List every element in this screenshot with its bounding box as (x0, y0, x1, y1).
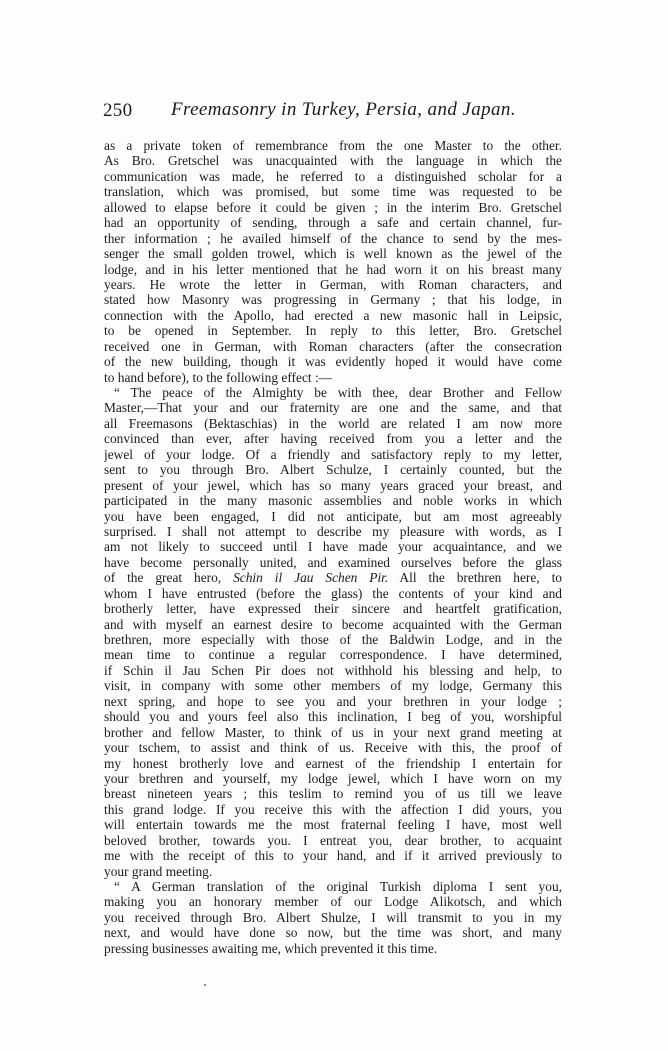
text-line: your grand meeting. (104, 863, 213, 879)
running-head (103, 100, 563, 128)
text-line: surprised. I shall not attempt to describe my pleasure with words, as I (104, 523, 562, 539)
text-line: making you an honorary member of our Lodge Alikotsch, and which (104, 894, 562, 910)
text-line: ther information ; he availed himself of the chance to send by the mes- (104, 230, 562, 246)
text-line: breast nineteen years ; this teslim to remind you of us till we leave (104, 786, 562, 802)
text-line: connection with the Apollo, had erected a new masonic hall in Leipsic, (104, 307, 562, 323)
text-line: “ A German translation of the original Turkish diploma I sent you, (114, 879, 562, 894)
page-number: 250 (103, 100, 133, 121)
text-line: lodge, and in his letter mentioned that he had worn it on his breast many (104, 261, 562, 277)
text-line: should you and yours feel also this inclination, I beg of you, worshipful (104, 709, 562, 725)
text-line: your tschem, to assist and think of us. Receive with this, the proof of (104, 740, 562, 756)
text-line: brother and fellow Master, to think of us in your next grand meeting at (104, 724, 562, 740)
text-line: “ The peace of the Almighty be with thee, dear Brother and Fellow (114, 385, 562, 400)
text-line: you have been engaged, I did not anticipate, but am most agreeably (104, 508, 562, 524)
text-line: whom I have entrusted (before the glass) the contents of your kind and (104, 585, 562, 601)
text-line: visit, in company with some other members of my lodge, Germany this (104, 678, 562, 694)
text-line: had an opportunity of sending, through a safe and certain channel, fur- (104, 215, 562, 231)
text-line: brethren, more especially with those of the Baldwin Lodge, and in the (104, 632, 562, 647)
text-line: this grand lodge. If you receive this with the affection I did yours, you (104, 801, 562, 817)
text-line-with-hero (104, 570, 562, 585)
text-line: present of your jewel, which has so many years graced your breast, and (104, 477, 562, 493)
text-line: translation, which was promised, but some time was requested to be (104, 184, 562, 200)
text-line: years. He wrote the letter in German, with Roman characters, and (104, 276, 562, 292)
text-line: as a private token of remembrance from the one Master to the other. (104, 138, 562, 153)
text-line: allowed to elapse before it could be given ; in the interim Bro. Gretschel (104, 199, 562, 215)
text-fragment: of the great hero, (104, 570, 234, 586)
text-line: of the new building, though it was evidently hoped it would have come (104, 354, 562, 370)
text-fragment: All the brethren here, to (388, 570, 562, 586)
text-line: mean time to continue a regular correspondence. I have determined, (104, 647, 562, 663)
text-line: to be opened in September. In reply to this letter, Bro. Gretschel (104, 323, 562, 339)
text-line: participated in the many masonic assemblies and noble works in which (104, 493, 562, 509)
text-line: have become personally united, and examined ourselves before the glass (104, 554, 562, 570)
text-line: pressing businesses awaiting me, which prevented it this time. (104, 940, 438, 956)
text-line: received one in German, with Roman characters (after the consecration (104, 338, 562, 354)
text-line: my honest brotherly love and earnest of the friendship I entertain for (104, 755, 562, 771)
text-line: sent to you through Bro. Albert Schulze, I certainly counted, but the (104, 462, 562, 478)
hero-name: Schin il Jau Schen Pir. (233, 570, 389, 586)
text-line: beloved brother, towards you. I entreat you, dear brother, to acquaint (104, 832, 562, 848)
text-line: me with the receipt of this to your hand, and if it arrived previously to (104, 848, 562, 864)
printer-mark (204, 984, 206, 986)
text-line: if Schin il Jau Schen Pir does not withhold his blessing and help, to (104, 662, 562, 678)
body-text (104, 138, 562, 956)
text-line: Master,—That your and our fraternity are one and the same, and that (104, 400, 562, 416)
text-line: communication was made, he referred to a distinguished scholar for a (104, 168, 562, 184)
text-line: next, and would have done so now, but the time was short, and many (104, 925, 562, 941)
text-line: and with myself an earnest desire to become acquainted with the German (104, 616, 562, 632)
text-line: will entertain towards me the most fraternal feeling I have, most well (104, 817, 562, 833)
text-line: next spring, and hope to see you and your brethren in your lodge ; (104, 693, 562, 709)
text-line: your brethren and yourself, my lodge jewel, which I have worn on my (104, 770, 562, 786)
text-line: all Freemasons (Bektaschias) in the world are related I am now more (104, 415, 562, 431)
text-line: brotherly letter, have expressed their sincere and heartfelt gratification, (104, 601, 562, 617)
text-line: senger the small golden trowel, which is well known as the jewel of the (104, 246, 562, 262)
text-line: stated how Masonry was progressing in Germany ; that his lodge, in (104, 292, 562, 308)
text-line: jewel of your lodge. Of a friendly and satisfactory reply to my letter, (104, 446, 562, 462)
text-line: to hand before), to the following effect :— (104, 369, 333, 385)
text-line: you received through Bro. Albert Shulze, I will transmit to you in my (104, 909, 562, 925)
text-line: As Bro. Gretschel was unacquainted with the language in which the (104, 153, 562, 169)
text-line: am not likely to succeed until I have made your acquaintance, and we (104, 539, 562, 555)
text-line: convinced than ever, after having received from you a letter and the (104, 431, 562, 447)
page-title: Freemasonry in Turkey, Persia, and Japan. (171, 99, 516, 120)
